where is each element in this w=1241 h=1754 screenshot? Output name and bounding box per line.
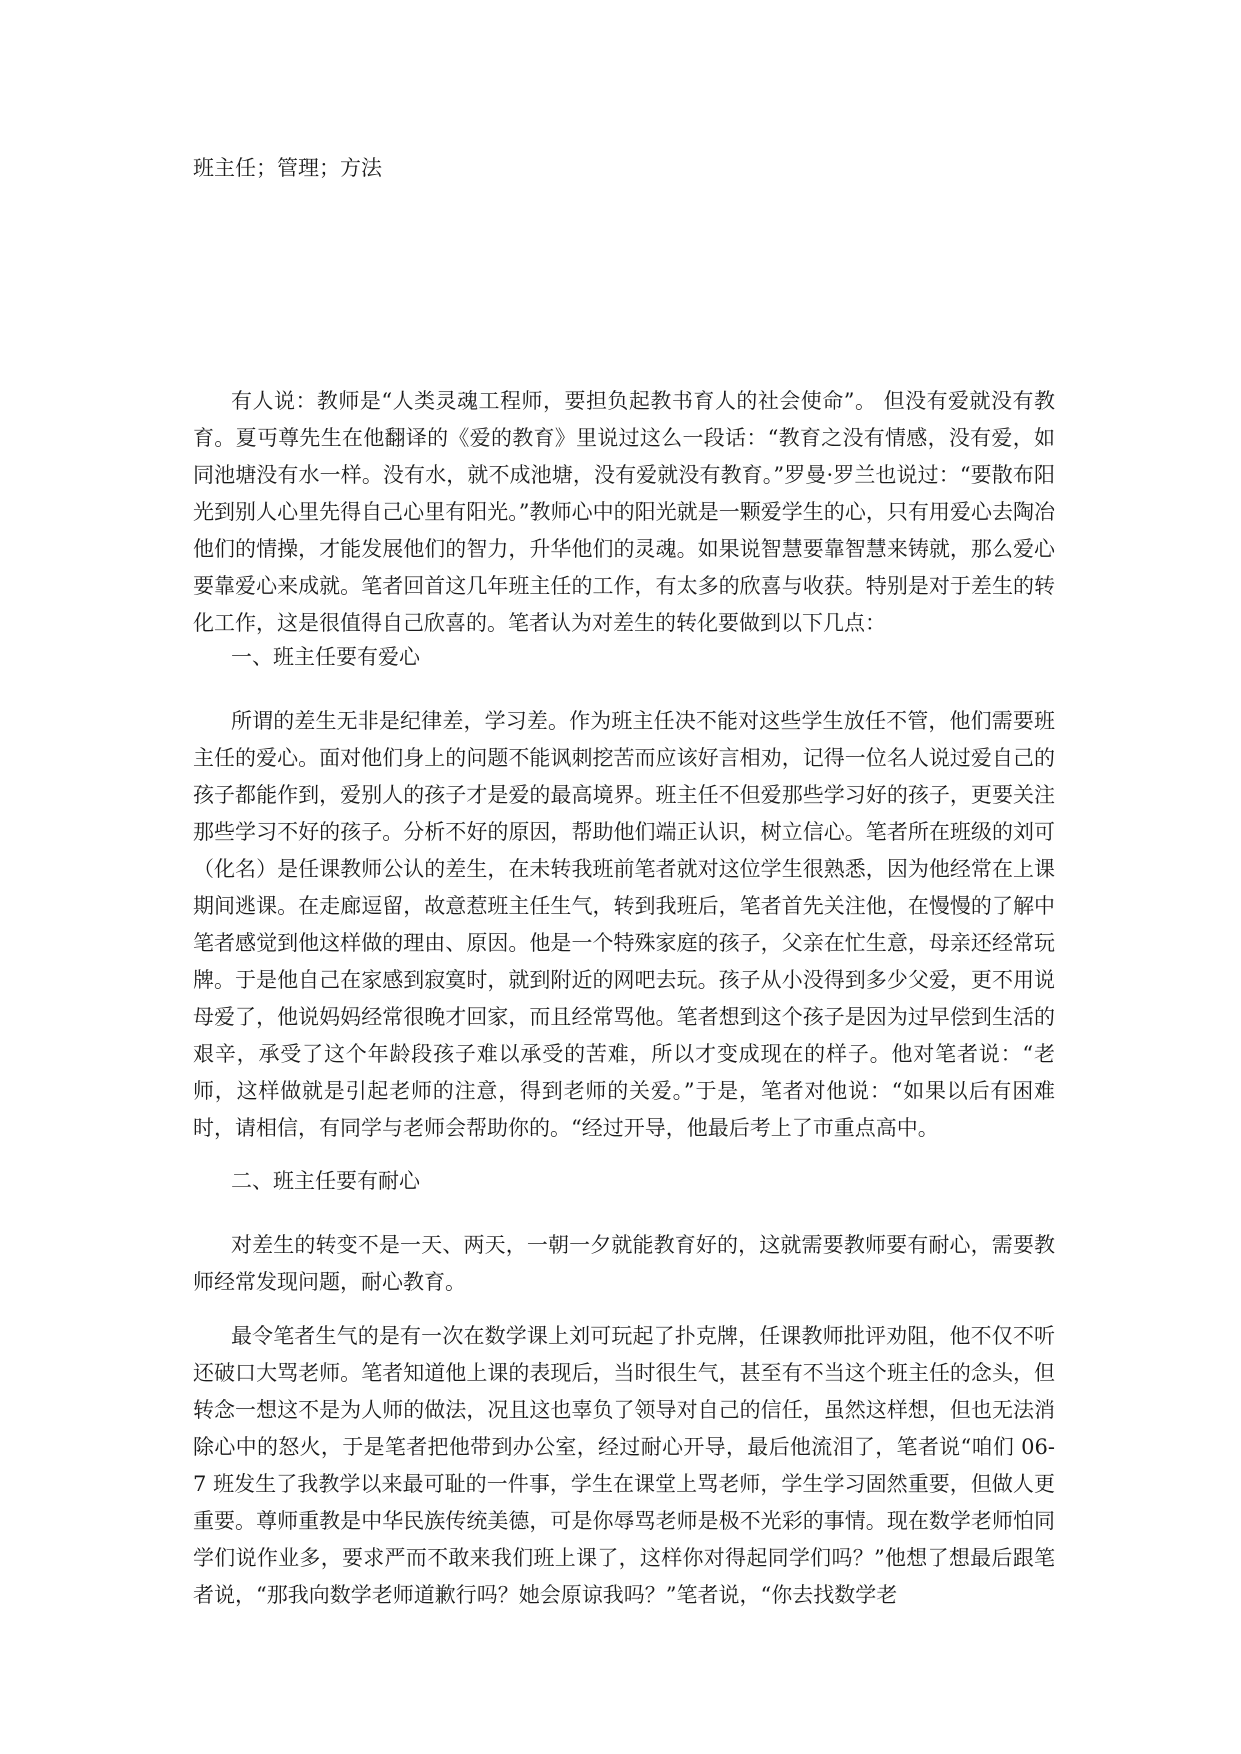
body-paragraph-patience-story: 最令笔者生气的是有一次在数学课上刘可玩起了扑克牌，任课教师批评劝阻，他不仅不听还破口大骂老师。笔者知道他上课的表现后，当时很生气，甚至有不当这个班主任的念头，但转念一想这不是为人师的做法，况且这也辜负了领导对自己的信任，虽然这样想，但也无法消除心中的怒火，于是笔者把他带到办公室，经过耐心开导，最后他流泪了，笔者说“咱们 06-7 班发生了我教学以来最可耻的一件事，学生在课堂上骂老师，学生学习固然重要，但做人更重要。尊师重教是中华民族传统美德，可是你辱骂老师是极不光彩的事情。现在数学老师怕同学们说作业多，要求严而不敢来我们班上课了，这样你对得起同学们吗？”他想了想最后跟笔者说，“那我向数学老师道歉行吗？她会原谅我吗？”笔者说，“你去找数学老 [193,1324,1055,1607]
intro-paragraph: 有人说：教师是“人类灵魂工程师，要担负起教书育人的社会使命”。 但没有爱就没有教育。夏丏尊先生在他翻译的《爱的教育》里说过这么一段话：“教育之没有情感，没有爱，如同池塘没有水一样。没有水，就不成池塘，没有爱就没有教育。”罗曼·罗兰也说过：“要散布阳光到别人心里先得自己心里有阳光。”教师心中的阳光就是一颗爱学生的心，只有用爱心去陶冶他们的情操，才能发展他们的智力，升华他们的灵魂。如果说智慧要靠智慧来铸就，那么爱心要靠爱心来成就。笔者回首这几年班主任的工作，有太多的欣喜与收获。特别是对于差生的转化工作，这是很值得自己欣喜的。笔者认为对差生的转化要做到以下几点： [193,389,1055,635]
keywords-line: 班主任；管理；方法 [193,156,382,180]
body-paragraph-love: 所谓的差生无非是纪律差，学习差。作为班主任决不能对这些学生放任不管，他们需要班主任的爱心。面对他们身上的问题不能讽刺挖苦而应该好言相劝，记得一位名人说过爱自己的孩子都能作到，爱别人的孩子才是爱的最高境界。班主任不但爱那些学习好的孩子，更要关注那些学习不好的孩子。分析不好的原因，帮助他们端正认识，树立信心。笔者所在班级的刘可（化名）是任课教师公认的差生，在未转我班前笔者就对这位学生很熟悉，因为他经常在上课期间逃课。在走廊逗留，故意惹班主任生气，转到我班后，笔者首先关注他，在慢慢的了解中笔者感觉到他这样做的理由、原因。他是一个特殊家庭的孩子，父亲在忙生意，母亲还经常玩牌。于是他自己在家感到寂寞时，就到附近的网吧去玩。孩子从小没得到多少父爱，更不用说母爱了，他说妈妈经常很晚才回家，而且经常骂他。笔者想到这个孩子是因为过早偿到生活的艰辛，承受了这个年龄段孩子难以承受的苦难，所以才变成现在的样子。他对笔者说：“老师，这样做就是引起老师的注意，得到老师的关爱。”于是，笔者对他说：“如果以后有困难时，请相信，有同学与老师会帮助你的。“经过开导，他最后考上了市重点高中。 [193,709,1055,1140]
section-heading-patience: 二、班主任要有耐心 [231,1169,420,1193]
section-heading-love: 一、班主任要有爱心 [231,645,420,669]
body-paragraph-patience-intro: 对差生的转变不是一天、两天，一朝一夕就能教育好的，这就需要教师要有耐心，需要教师经常发现问题，耐心教育。 [193,1233,1055,1294]
